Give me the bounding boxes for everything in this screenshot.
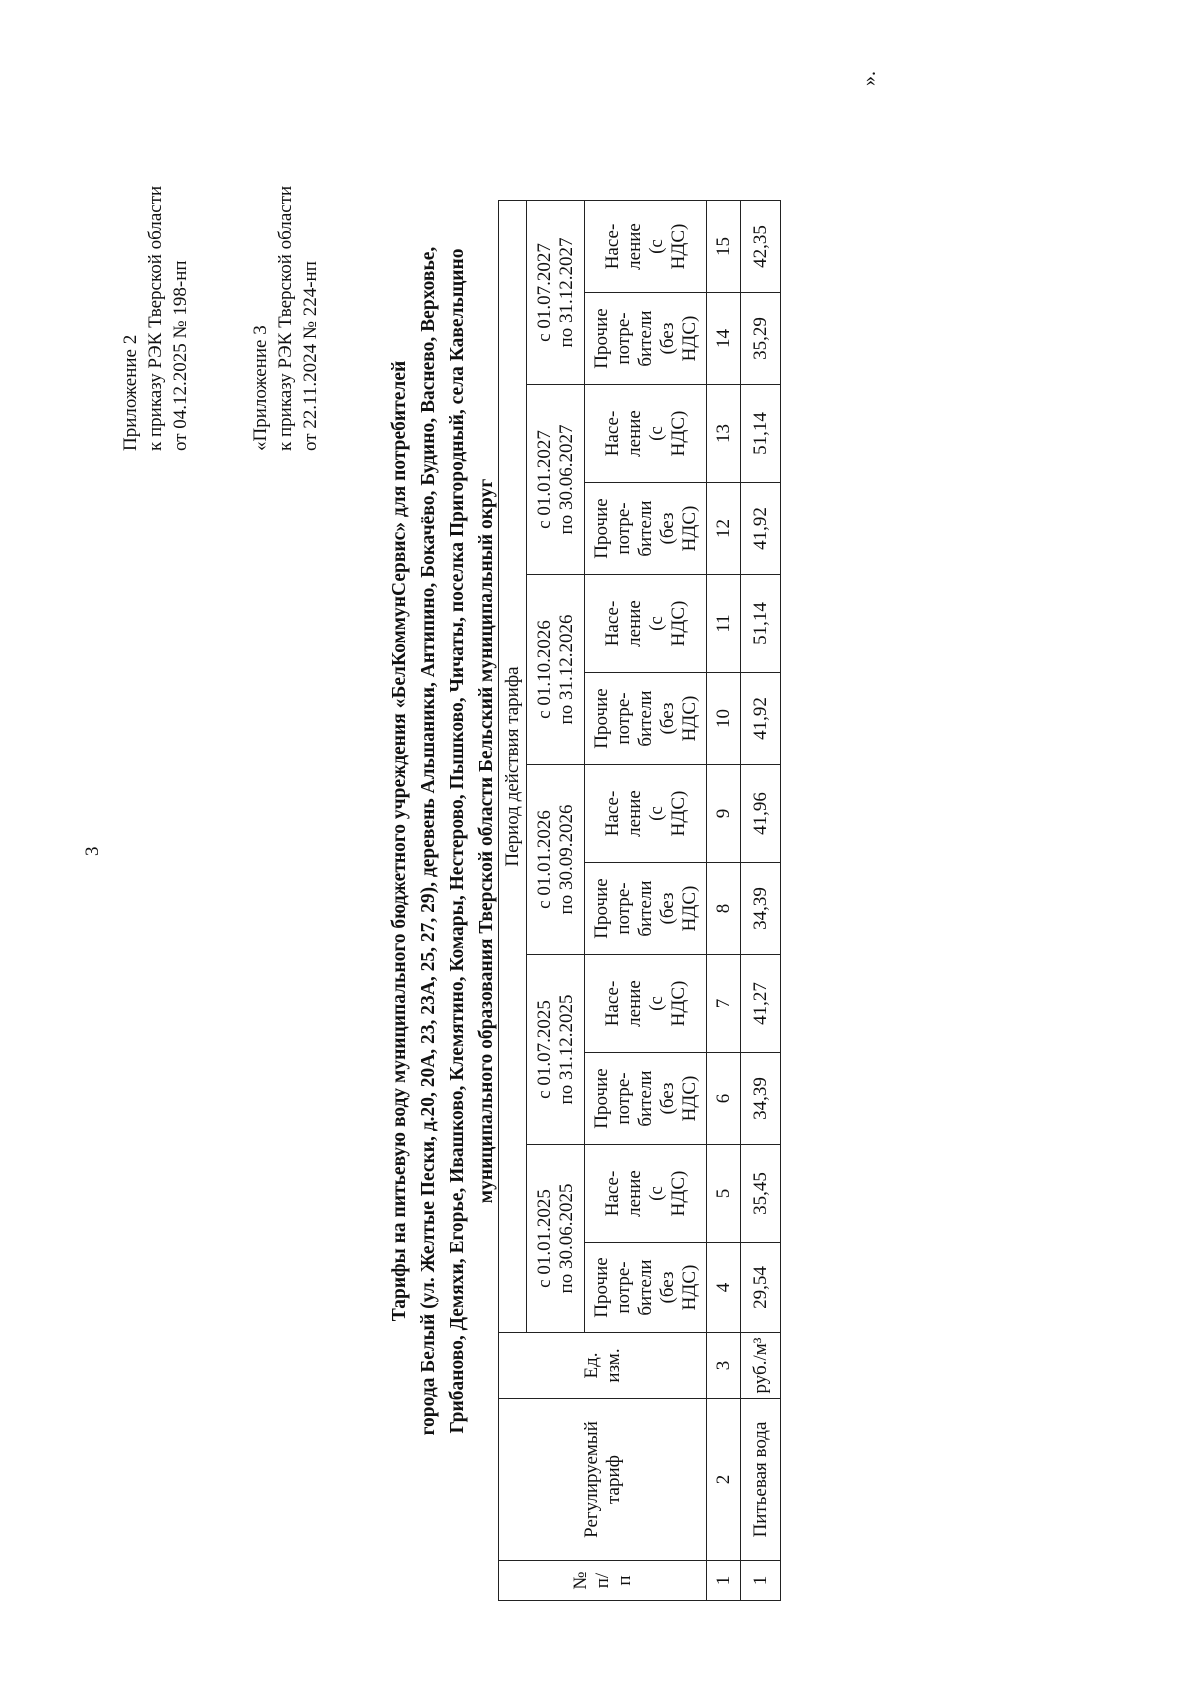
column-number: 1 (707, 1561, 741, 1601)
category-population: Насе- ление (с НДС) (585, 765, 707, 863)
period-header: с 01.10.2026 по 31.12.2026 (527, 575, 585, 765)
header-tariff: Регулируемый тариф (499, 1399, 707, 1561)
tariff-value: 34,39 (741, 863, 781, 955)
tariff-table (498, 200, 781, 1601)
title-line: города Белый (ул. Желтые Пески, д.20, 20А, 23, 23А, 25, 27, 29), деревень Альшаники, Антипино, Бокачёво, Будино, Васнево, Верховье, (418, 246, 439, 1436)
row-tariff-name: Питьевая вода (741, 1399, 781, 1561)
tariff-value: 41,27 (741, 955, 781, 1053)
column-number: 6 (707, 1053, 741, 1145)
header-row-period (499, 201, 527, 1601)
column-number: 9 (707, 765, 741, 863)
column-number: 3 (707, 1333, 741, 1399)
period-header: с 01.07.2027 по 31.12.2027 (527, 201, 585, 385)
appendix-header (118, 31, 193, 451)
tariff-value: 42,35 (741, 201, 781, 293)
category-other-consumers: Прочие потре- бители (без НДС) (585, 293, 707, 385)
category-population: Насе- ление (с НДС) (585, 1145, 707, 1243)
column-number: 11 (707, 575, 741, 673)
column-number: 4 (707, 1243, 741, 1333)
category-population: Насе- ление (с НДС) (585, 955, 707, 1053)
period-header: с 01.01.2026 по 30.09.2026 (527, 765, 585, 955)
appendix-order-date: от 04.12.2025 № 198-нп (170, 260, 191, 451)
category-other-consumers: Прочие потре- бители (без НДС) (585, 863, 707, 955)
category-population: Насе- ление (с НДС) (585, 201, 707, 293)
period-header: с 01.01.2025 по 30.06.2025 (527, 1145, 585, 1333)
column-number: 8 (707, 863, 741, 955)
column-number: 2 (707, 1399, 741, 1561)
tariff-value: 29,54 (741, 1243, 781, 1333)
header-num: № п/ п (499, 1561, 707, 1601)
document-title (385, 106, 501, 1576)
column-number: 7 (707, 955, 741, 1053)
period-header: с 01.07.2025 по 31.12.2025 (527, 955, 585, 1145)
header-unit: Ед. изм. (499, 1333, 707, 1399)
period-header: с 01.01.2027 по 30.06.2027 (527, 385, 585, 575)
column-number: 13 (707, 385, 741, 483)
tariff-value: 41,92 (741, 673, 781, 765)
tariff-value: 35,29 (741, 293, 781, 385)
column-number: 12 (707, 483, 741, 575)
tariff-value: 41,96 (741, 765, 781, 863)
category-other-consumers: Прочие потре- бители (без НДС) (585, 483, 707, 575)
category-other-consumers: Прочие потре- бители (без НДС) (585, 673, 707, 765)
title-line: Тарифы на питьевую воду муниципального бюджетного учреждения «БелКоммунСервис» для потребителей (389, 360, 410, 1322)
column-number: 10 (707, 673, 741, 765)
page-number: 3 (82, 846, 103, 856)
category-other-consumers: Прочие потре- бители (без НДС) (585, 1053, 707, 1145)
appendix-title: Приложение 2 (120, 334, 141, 451)
category-other-consumers: Прочие потре- бители (без НДС) (585, 1243, 707, 1333)
table-row (741, 201, 781, 1601)
tariff-value: 35,45 (741, 1145, 781, 1243)
header-period: Период действия тарифа (499, 201, 527, 1333)
category-population: Насе- ление (с НДС) (585, 385, 707, 483)
replaced-appendix-header (248, 31, 323, 451)
closing-quote: ». (858, 71, 880, 86)
tariff-value: 41,92 (741, 483, 781, 575)
appendix-order-ref: к приказу РЭК Тверской области (145, 185, 166, 451)
column-number: 5 (707, 1145, 741, 1243)
category-population: Насе- ление (с НДС) (585, 575, 707, 673)
tariff-value: 34,39 (741, 1053, 781, 1145)
title-line: муниципального образования Тверской области Бельский муниципальный округ (476, 478, 497, 1204)
column-number: 14 (707, 293, 741, 385)
row-number: 1 (741, 1561, 781, 1601)
tariff-value: 51,14 (741, 575, 781, 673)
column-number-row (707, 201, 741, 1601)
tariff-value: 51,14 (741, 385, 781, 483)
replaced-appendix-order-date: от 22.11.2024 № 224-нп (300, 261, 321, 451)
row-unit: руб./м³ (741, 1333, 781, 1399)
title-line: Грибаново, Демяхи, Егорье, Ивашково, Клемятино, Комары, Нестерово, Пышково, Чичаты, поселка Пригородный, села Кавельщино (447, 248, 468, 1434)
replaced-appendix-order-ref: к приказу РЭК Тверской области (275, 185, 296, 451)
replaced-appendix-title: «Приложение 3 (250, 325, 271, 451)
column-number: 15 (707, 201, 741, 293)
